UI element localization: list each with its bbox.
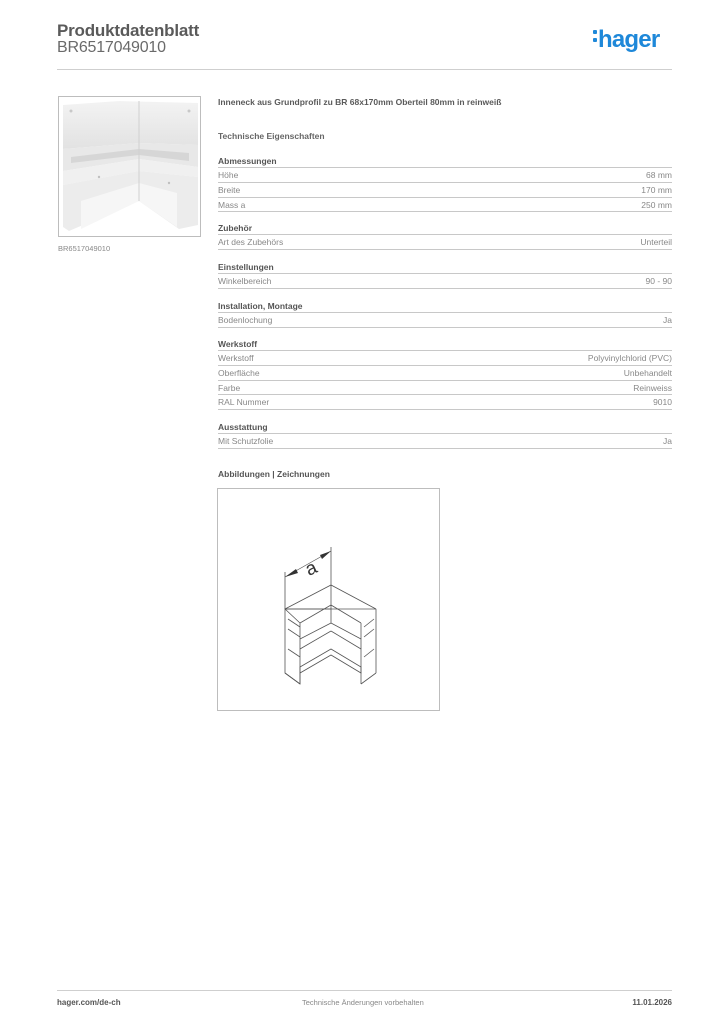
row-value: Ja: [663, 315, 672, 325]
row-label: Farbe: [218, 382, 241, 393]
row-label: RAL Nummer: [218, 397, 270, 408]
section-heading: Werkstoff: [218, 338, 672, 351]
row-label: Werkstoff: [218, 353, 254, 363]
row-label: Höhe: [218, 170, 239, 180]
section-werkstoff: [218, 338, 672, 410]
section-heading: Ausstattung: [218, 421, 672, 434]
row-label: Breite: [218, 184, 241, 195]
hager-logo: hager: [593, 28, 659, 52]
product-description: Inneneck aus Grundprofil zu BR 68x170mm Oberteil 80mm in reinweiß: [218, 97, 502, 107]
table-row: [218, 168, 672, 183]
table-row: [218, 313, 672, 328]
row-value: Reinweiss: [633, 382, 672, 393]
section-heading: Abmessungen: [218, 155, 672, 168]
row-value: 9010: [653, 397, 672, 408]
row-label: Winkelbereich: [218, 276, 272, 286]
svg-text:a: a: [302, 557, 321, 581]
row-label: Oberfläche: [218, 367, 260, 378]
table-row: [218, 198, 672, 213]
section-abmessungen: [218, 155, 672, 212]
product-photo-caption: BR6517049010: [58, 244, 111, 253]
row-value: 68 mm: [646, 170, 672, 180]
table-row: [218, 381, 672, 396]
section-heading: Installation, Montage: [218, 300, 672, 313]
footer-divider: [57, 990, 672, 991]
table-row: [218, 434, 672, 449]
row-label: Art des Zubehörs: [218, 237, 284, 247]
figures-title: Abbildungen | Zeichnungen: [218, 469, 330, 479]
row-value: Polyvinylchlorid (PVC): [587, 353, 672, 363]
section-heading: Einstellungen: [218, 261, 672, 274]
technical-drawing: [217, 488, 440, 711]
row-value: 170 mm: [641, 184, 672, 195]
table-row: [218, 235, 672, 250]
section-einstellungen: [218, 261, 672, 289]
section-heading: Zubehör: [218, 222, 672, 235]
row-label: Bodenlochung: [218, 315, 273, 325]
footer-date: 11.01.2026: [632, 998, 672, 1007]
table-row: [218, 183, 672, 198]
row-label: Mass a: [218, 199, 246, 210]
row-value: 90 - 90: [645, 276, 672, 286]
row-value: 250 mm: [641, 199, 672, 210]
table-row: [218, 395, 672, 410]
section-installation: [218, 300, 672, 328]
row-value: Ja: [663, 436, 672, 446]
logo-colon-icon: [593, 30, 598, 46]
header-divider: [57, 69, 672, 70]
product-photo: [58, 96, 201, 237]
section-ausstattung: [218, 421, 672, 449]
table-row: [218, 366, 672, 381]
technical-properties-title: Technische Eigenschaften: [218, 131, 325, 141]
page-title: Produktdatenblatt: [57, 21, 200, 40]
row-value: Unterteil: [640, 237, 672, 247]
table-row: [218, 274, 672, 289]
row-label: Mit Schutzfolie: [218, 436, 274, 446]
product-code: BR6517049010: [57, 39, 166, 56]
footer-website-link[interactable]: hager.com/de-ch: [57, 998, 121, 1007]
footer-disclaimer: Technische Änderungen vorbehalten: [302, 998, 424, 1007]
table-row: [218, 351, 672, 366]
section-zubehoer: [218, 222, 672, 250]
row-value: Unbehandelt: [623, 367, 672, 378]
